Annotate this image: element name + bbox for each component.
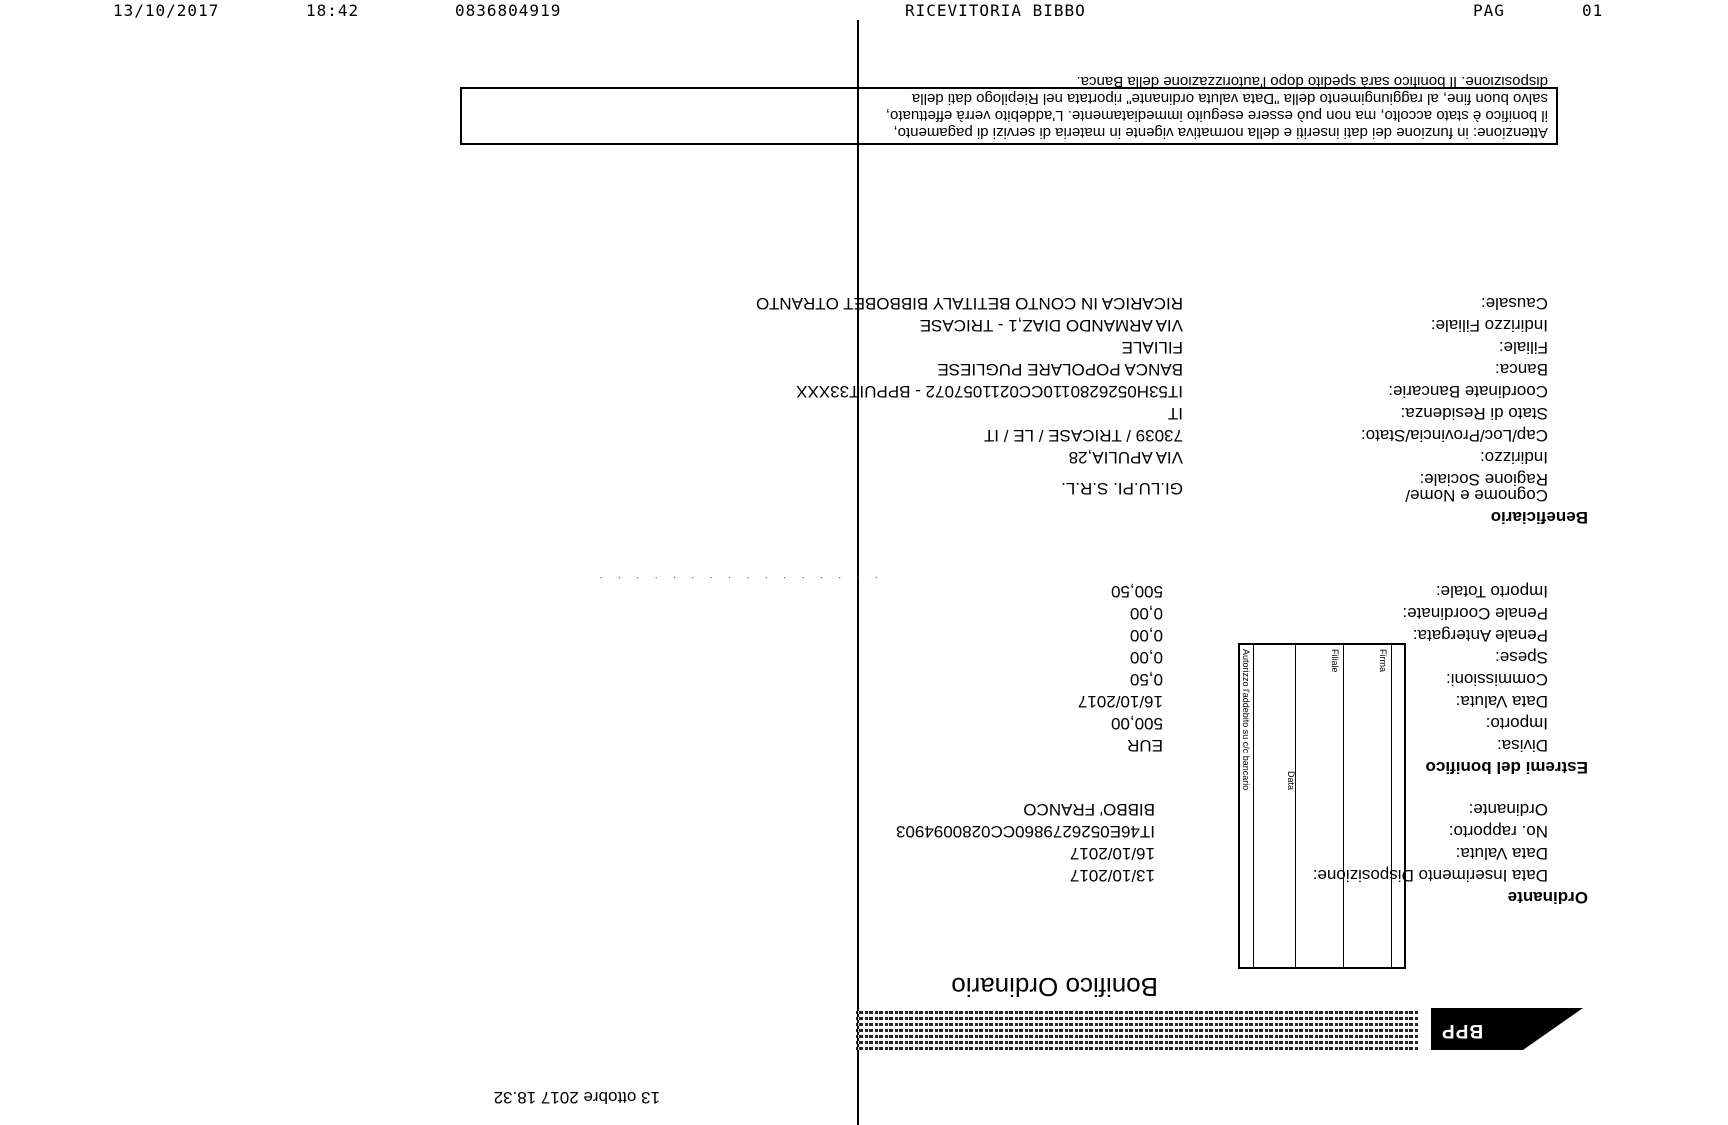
indirizzo-filiale-label: Indirizzo Filiale:: [1430, 316, 1548, 335]
banca-label: Banca:: [1495, 360, 1548, 379]
indirizzo-filiale-value: VIA ARMANDO DIAZ,1 - TRICASE: [919, 316, 1183, 335]
attention-notice: [460, 73, 1558, 145]
penale-anticipata-value: 0,00: [1129, 626, 1163, 645]
ordinante-data-valuta-value: 16/10/2017: [1069, 844, 1155, 863]
notice-line-2: il bonifico è stato accolto, ma non può essere eseguito immediatamente. L'addebito verrà effettuato,: [885, 107, 1548, 124]
fax-sender: RICEVITORIA BIBBO: [905, 1, 1086, 20]
ordinante-data-valuta-label: Data Valuta:: [1455, 844, 1548, 863]
estremi-heading: Estremi del bonifico: [1425, 758, 1588, 777]
coordinate-bancarie-value: IT53H0526280110CC0211057072 - BPPUIT33XXX: [796, 382, 1183, 401]
penale-coordinate-label: Penale Coordinate:: [1402, 604, 1548, 623]
cognome-nome-label: Cognome e Nome/: [1405, 486, 1548, 505]
notice-line-3: salvo buon fine, al raggiungimento della "Data valuta ordinante" riportata nel Riepilogo dati della: [911, 90, 1548, 107]
penale-anticipata-label: Penale Antergata:: [1412, 626, 1548, 645]
commissioni-label: Commissioni:: [1445, 670, 1548, 689]
penale-coordinate-value: 0,00: [1129, 604, 1163, 623]
fax-page-label: PAG: [1473, 1, 1505, 20]
beneficiario-heading: Beneficiario: [1490, 508, 1588, 527]
beneficiario-nome-value: GI.LU.PI. S.R.L.: [1061, 479, 1183, 498]
no-rapporto-value: IT46E0526279860CC0280094903: [895, 822, 1155, 841]
importo-totale-value: 500,50: [1111, 582, 1163, 601]
fax-number: 0836804919: [455, 1, 562, 20]
divisa-value: EUR: [1127, 736, 1163, 755]
stamp-label-signature: Firma: [1378, 649, 1388, 672]
spese-label: Spese:: [1495, 648, 1548, 667]
logo-text: BPP: [1441, 1020, 1484, 1041]
banca-value: BANCA POPOLARE PUGLIESE: [937, 360, 1183, 379]
fax-header: [0, 0, 1728, 22]
document-title: Bonifico Ordinario: [951, 972, 1158, 1002]
scan-noise: . . . . . . . . . . . . . . . .: [593, 574, 878, 585]
coordinate-bancarie-label: Coordinate Bancarie:: [1388, 382, 1548, 401]
no-rapporto-label: No. rapporto:: [1448, 822, 1548, 841]
importo-label: Importo:: [1485, 714, 1548, 733]
importo-value: 500,00: [1111, 714, 1163, 733]
authorization-stamp: [1238, 643, 1406, 969]
stamp-label-branch: Filiale: [1330, 649, 1340, 673]
notice-line-4: disposizione. Il bonifico sarà spedito dopo l'autorizzazione della Banca.: [1076, 73, 1548, 90]
data-inserimento-value: 13/10/2017: [1069, 866, 1155, 885]
stamp-label-date: Data: [1286, 771, 1296, 791]
scanned-document: [0, 22, 1728, 1125]
causale-label: Causale:: [1480, 294, 1548, 313]
ordinante-label: Ordinante:: [1468, 800, 1548, 819]
logo-triangle-icon: [1523, 1008, 1583, 1050]
fax-time: 18:42: [306, 1, 360, 20]
legal-fine-print: [856, 1006, 1418, 1050]
cap-loc-value: 73039 / TRICASE / LE / IT: [983, 426, 1183, 445]
divisa-label: Divisa:: [1496, 736, 1548, 755]
causale-value: RICARICA IN CONTO BETITALY BIBBOBET OTRANTO: [756, 294, 1183, 313]
cap-loc-label: Cap/Loc/Provincia/Stato:: [1360, 426, 1548, 445]
stato-residenza-label: Stato di Residenza:: [1400, 404, 1548, 423]
data-inserimento-label: Data Inserimento Disposizione:: [1312, 866, 1548, 885]
ordinante-value: BIBBO' FRANCO: [1023, 800, 1155, 819]
notice-line-1: Attenzione: in funzione dei dati inseriti e della normativa vigente in materia di servizi di pagamento,: [893, 124, 1548, 141]
indirizzo-label: Indirizzo:: [1479, 448, 1548, 467]
stato-residenza-value: IT: [1167, 404, 1183, 423]
spese-value: 0,00: [1129, 648, 1163, 667]
filiale-label: Filiale:: [1498, 338, 1548, 357]
fax-date: 13/10/2017: [113, 1, 220, 20]
fax-page-number: 01: [1582, 1, 1604, 20]
filiale-value: FILIALE: [1121, 338, 1183, 357]
commissioni-value: 0,50: [1129, 670, 1163, 689]
document-timestamp: 13 ottobre 2017 18.32: [493, 1088, 660, 1107]
importo-totale-label: Importo Totale:: [1435, 582, 1548, 601]
stamp-label-authorization: Autorizzo l'addebito su c/c bancario: [1241, 649, 1251, 791]
estremi-data-valuta-label: Data Valuta:: [1455, 692, 1548, 711]
ragione-sociale-label: Ragione Sociale:: [1419, 470, 1548, 489]
ordinante-heading: Ordinante: [1507, 888, 1588, 907]
bank-logo: [1431, 1008, 1583, 1050]
estremi-data-valuta-value: 16/10/2017: [1077, 692, 1163, 711]
indirizzo-value: VIA APULIA,28: [1068, 448, 1183, 467]
